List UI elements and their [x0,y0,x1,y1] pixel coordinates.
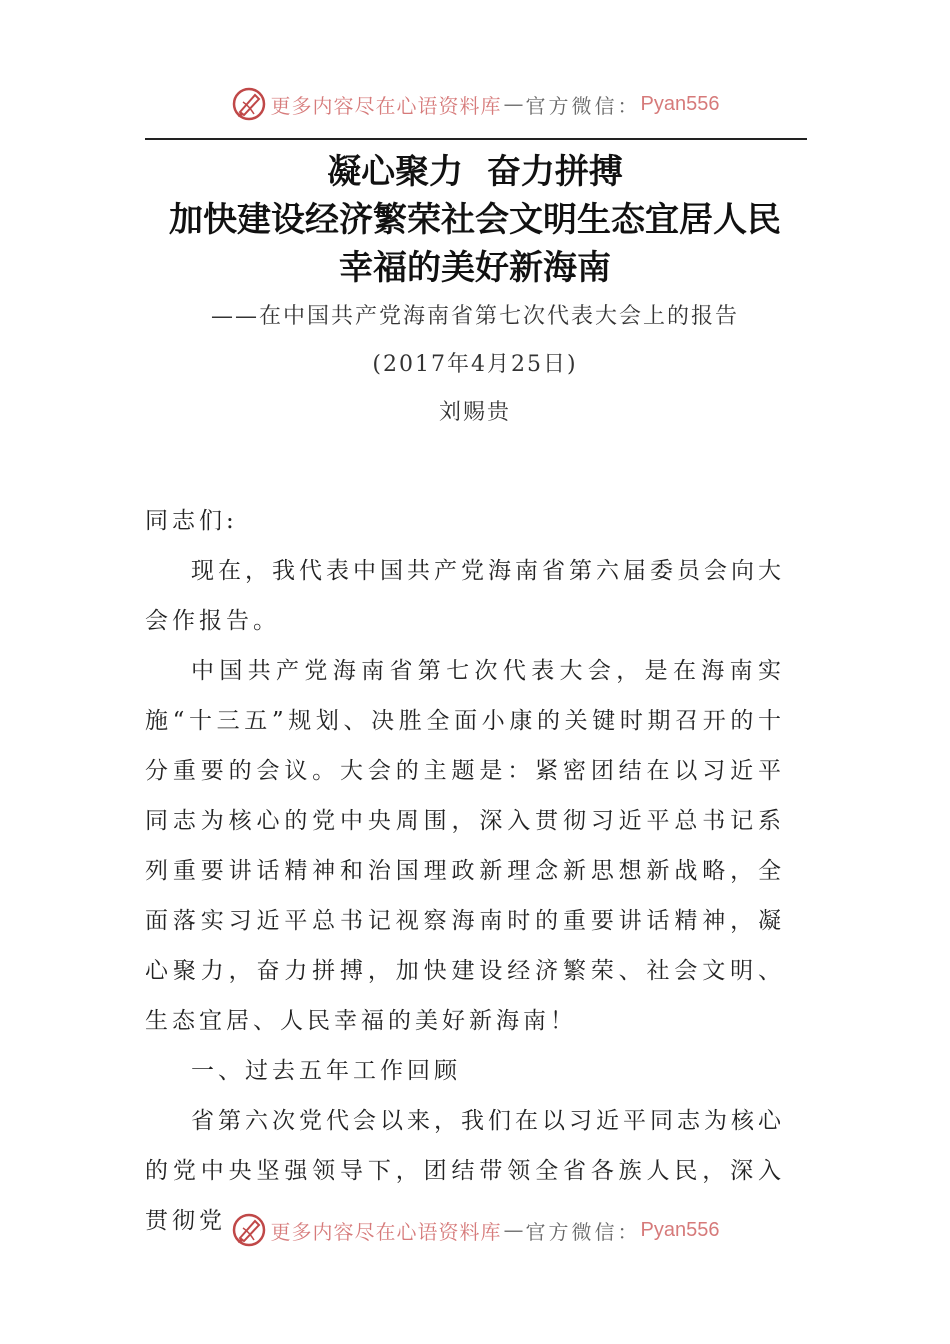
watermark-wechat-label: 官方微信： [525,1219,641,1244]
title-line-1: 凝心聚力 奋力拼搏 [327,152,623,192]
document-author: 刘赐贵 [438,400,511,425]
watermark-wechat-id: Pyan556 [640,92,720,115]
paragraph: 现在，我代表中国共产党海南省第六届委员会向大会作报告。 [145,558,785,634]
paragraph: 中国共产党海南省第七次代表大会，是在海南实施“十三五”规划、决胜全面小康的关键时期召开的十分重要的会议。大会的主题是：紧密团结在以习近平同志为核心的党中央周围，深入贯彻习近平总书记系列重要讲话精神和治国理政新理念新思想新战略，全面落实习近平总书记视察海南时的重要讲话精神，凝心聚力，奋力拼搏，加快建设经济繁荣、社会文明、生态宜居、人民幸福的美好新海南！ [145,658,785,1034]
document-header [100,148,850,430]
pen-seal-logo-icon [231,1212,267,1248]
section-heading: 一、过去五年工作回顾 [191,1058,461,1084]
watermark-text: 更多内容尽在心语资料库 [270,93,502,118]
document-date: (2017年4月25日) [372,352,578,377]
watermark-wechat-id: Pyan556 [640,1218,720,1241]
paragraph: 省第六次党代会以来，我们在以习近平同志为核心的党中央坚强领导下，团结带领全省各族人民，深入贯彻党 [145,1108,785,1234]
document-subtitle: ——在中国共产党海南省第七次代表大会上的报告 [210,304,739,329]
watermark-header [0,84,950,124]
watermark-footer [0,1210,950,1250]
watermark-dash: — [503,92,524,116]
title-line-3: 幸福的美好新海南 [339,248,611,288]
watermark-dash: — [503,1218,524,1242]
pen-seal-logo-icon [231,86,267,122]
title-line-2: 加快建设经济繁荣社会文明生态宜居人民 [169,200,781,240]
watermark-text: 更多内容尽在心语资料库 [270,1219,502,1244]
header-divider [145,138,807,140]
salutation: 同志们: [145,508,238,534]
document-body [145,496,785,1246]
watermark-wechat-label: 官方微信： [525,93,641,118]
